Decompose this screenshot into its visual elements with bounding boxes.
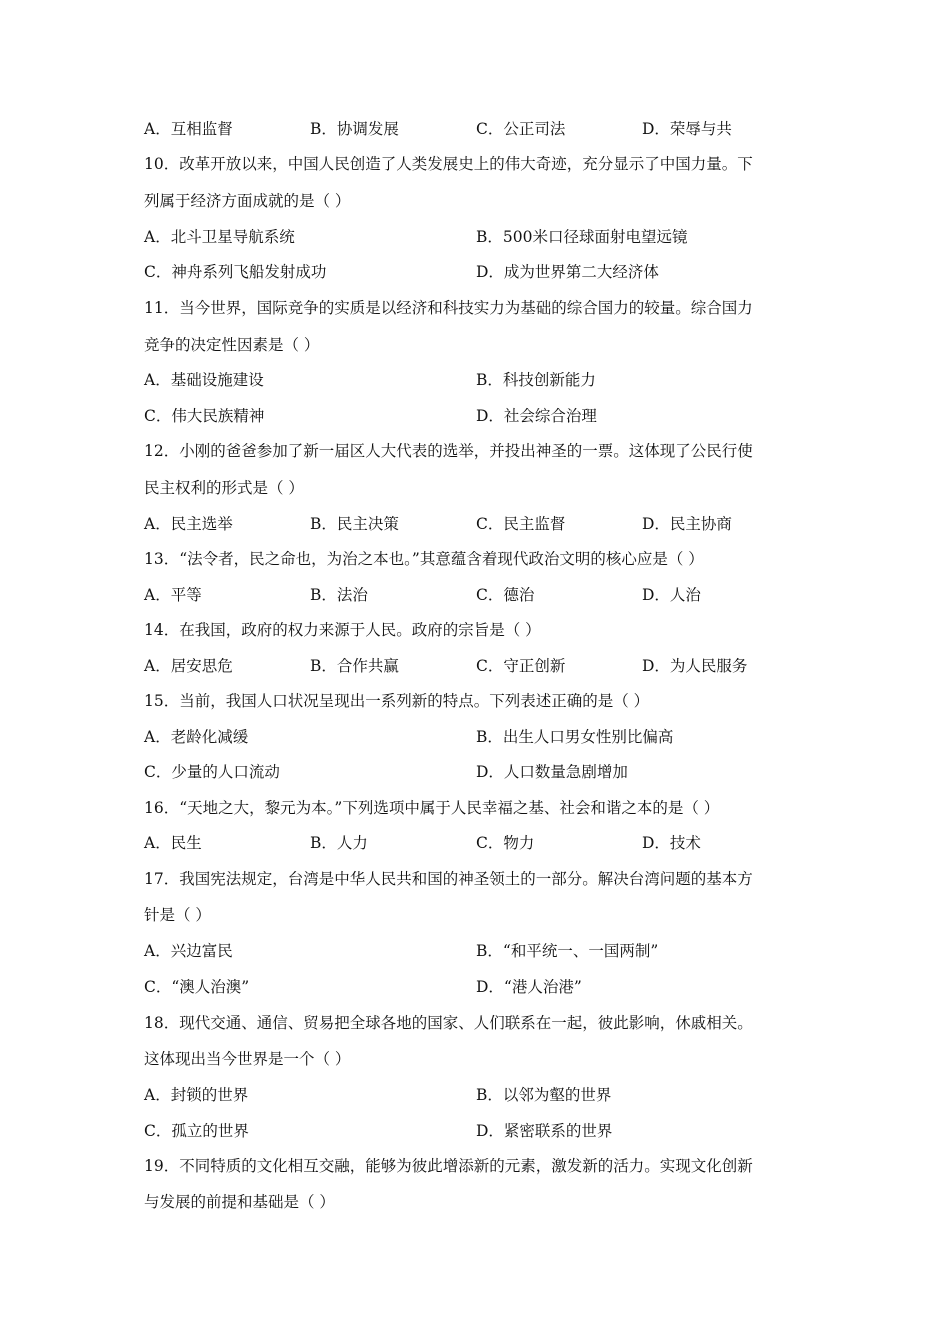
q17-option-c[interactable]: C．“澳人治澳” — [144, 978, 250, 996]
q17-stem-line1: 17．我国宪法规定，台湾是中华人民共和国的神圣领土的一部分。解决台湾问题的基本方 — [144, 870, 753, 888]
q11-option-b[interactable]: B．科技创新能力 — [476, 371, 596, 389]
q17-option-a[interactable]: A．兴边富民 — [144, 942, 233, 960]
q15-option-d[interactable]: D．人口数量急剧增加 — [476, 763, 628, 781]
q9-option-c[interactable]: C．公正司法 — [476, 120, 566, 138]
q14-option-c[interactable]: C．守正创新 — [476, 657, 566, 675]
q13-option-a[interactable]: A．平等 — [144, 586, 202, 604]
q10-stem-line2: 列属于经济方面成就的是（ ） — [144, 192, 351, 210]
q17-option-d[interactable]: D．“港人治港” — [476, 978, 582, 996]
q17-stem-line2: 针是（ ） — [144, 906, 211, 924]
q12-stem-line2: 民主权利的形式是（ ） — [144, 479, 304, 497]
q12-option-d[interactable]: D．民主协商 — [642, 515, 732, 533]
q12-stem-line1: 12．小刚的爸爸参加了新一届区人大代表的选举，并投出神圣的一票。这体现了公民行使 — [144, 442, 753, 460]
q9-option-b[interactable]: B．协调发展 — [310, 120, 399, 138]
q19-stem-line1: 19．不同特质的文化相互交融，能够为彼此增添新的元素，激发新的活力。实现文化创新 — [144, 1157, 753, 1175]
q10-option-d[interactable]: D．成为世界第二大经济体 — [476, 263, 659, 281]
q14-option-b[interactable]: B．合作共赢 — [310, 657, 399, 675]
q14-stem: 14．在我国，政府的权力来源于人民。政府的宗旨是（ ） — [144, 621, 541, 639]
q18-stem-line1: 18．现代交通、通信、贸易把全球各地的国家、人们联系在一起，彼此影响，休戚相关。 — [144, 1014, 753, 1032]
q10-stem-line1: 10．改革开放以来，中国人民创造了人类发展史上的伟大奇迹，充分显示了中国力量。下 — [144, 155, 753, 173]
q10-option-c[interactable]: C．神舟系列飞船发射成功 — [144, 263, 327, 281]
q15-option-b[interactable]: B．出生人口男女性别比偏高 — [476, 728, 674, 746]
q11-stem-line2: 竞争的决定性因素是（ ） — [144, 336, 320, 354]
q10-option-b[interactable]: B．500米口径球面射电望远镜 — [476, 228, 688, 246]
q16-option-b[interactable]: B．人力 — [310, 834, 368, 852]
q15-option-c[interactable]: C．少量的人口流动 — [144, 763, 280, 781]
q17-option-b[interactable]: B．“和平统一、一国两制” — [476, 942, 659, 960]
q11-option-d[interactable]: D．社会综合治理 — [476, 407, 597, 425]
q16-stem: 16．“天地之大，黎元为本。”下列选项中属于人民幸福之基、社会和谐之本的是（ ） — [144, 799, 720, 817]
q18-option-c[interactable]: C．孤立的世界 — [144, 1122, 249, 1140]
q13-stem: 13．“法令者，民之命也，为治之本也。”其意蕴含着现代政治文明的核心应是（ ） — [144, 550, 704, 568]
q12-option-b[interactable]: B．民主决策 — [310, 515, 399, 533]
q16-option-c[interactable]: C．物力 — [476, 834, 535, 852]
q13-option-c[interactable]: C．德治 — [476, 586, 535, 604]
q13-option-b[interactable]: B．法治 — [310, 586, 368, 604]
q16-option-d[interactable]: D．技术 — [642, 834, 701, 852]
q14-option-a[interactable]: A．居安思危 — [144, 657, 233, 675]
q15-option-a[interactable]: A．老龄化减缓 — [144, 728, 249, 746]
q11-stem-line1: 11．当今世界，国际竞争的实质是以经济和科技实力为基础的综合国力的较量。综合国力 — [144, 299, 753, 317]
q16-option-a[interactable]: A．民生 — [144, 834, 202, 852]
q18-option-b[interactable]: B．以邻为壑的世界 — [476, 1086, 612, 1104]
q12-option-c[interactable]: C．民主监督 — [476, 515, 566, 533]
q9-option-a[interactable]: A．互相监督 — [144, 120, 233, 138]
q11-option-a[interactable]: A．基础设施建设 — [144, 371, 264, 389]
q18-option-d[interactable]: D．紧密联系的世界 — [476, 1122, 613, 1140]
q10-option-a[interactable]: A．北斗卫星导航系统 — [144, 228, 295, 246]
q14-option-d[interactable]: D．为人民服务 — [642, 657, 748, 675]
q18-option-a[interactable]: A．封锁的世界 — [144, 1086, 249, 1104]
q12-option-a[interactable]: A．民主选举 — [144, 515, 233, 533]
q18-stem-line2: 这体现出当今世界是一个（ ） — [144, 1050, 351, 1068]
q9-option-d[interactable]: D．荣辱与共 — [642, 120, 732, 138]
q11-option-c[interactable]: C．伟大民族精神 — [144, 407, 265, 425]
q15-stem: 15．当前，我国人口状况呈现出一系列新的特点。下列表述正确的是（ ） — [144, 692, 650, 710]
q13-option-d[interactable]: D．人治 — [642, 586, 701, 604]
q19-stem-line2: 与发展的前提和基础是（ ） — [144, 1193, 335, 1211]
